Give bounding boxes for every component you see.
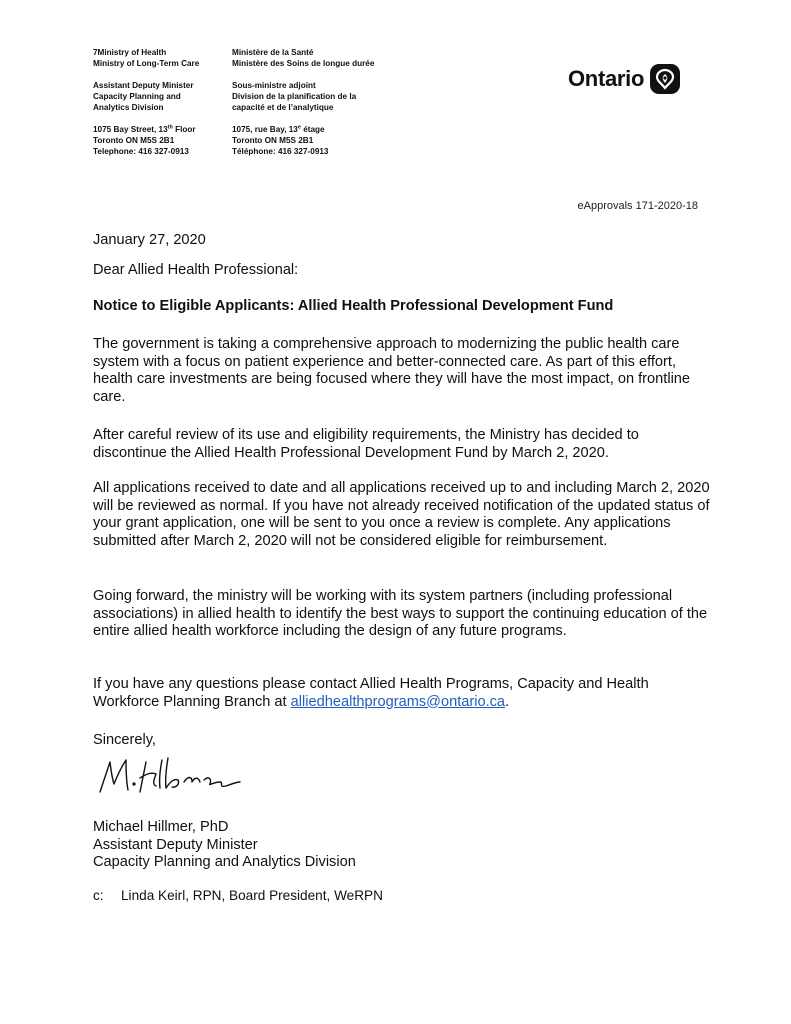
- ministry-name: Ministère des Soins de longue durée: [232, 59, 375, 68]
- ontario-trillium-icon: [650, 64, 680, 94]
- ministry-name: Ministère de la Santé: [232, 48, 314, 57]
- paragraph: After careful review of its use and eligibility requirements, the Ministry has decided to discontinue the Allied Health Professional Development Fund by March 2, 2020.: [93, 427, 639, 461]
- office-block-fr: [232, 80, 374, 113]
- office-line: Analytics Division: [93, 103, 164, 112]
- telephone: Téléphone: 416 327-0913: [232, 147, 329, 156]
- city-postal: Toronto ON M5S 2B1: [93, 136, 175, 145]
- office-line: Division de la planification de la: [232, 92, 357, 101]
- carbon-copy: [93, 888, 383, 903]
- city-postal: Toronto ON M5S 2B1: [232, 136, 314, 145]
- cc-recipient: Linda Keirl, RPN, Board President, WeRPN: [121, 888, 383, 903]
- office-line: Assistant Deputy Minister: [93, 81, 194, 90]
- street-address: 1075 Bay Street, 13th Floor: [93, 124, 196, 134]
- signer-block: [93, 819, 713, 872]
- ministry-name: Ministry of Long-Term Care: [93, 59, 200, 68]
- letter-date: January 27, 2020: [93, 232, 206, 248]
- letterhead-french: [232, 47, 374, 157]
- logo-wordmark: Ontario: [568, 66, 645, 91]
- contact-paragraph: If you have any questions please contact Allied Health Programs, Capacity and Health Workforce Planning Branch at alliedhealthprograms@ontario.ca.: [93, 676, 649, 710]
- office-line: Capacity Planning and: [93, 92, 181, 101]
- address-block-en: [93, 124, 199, 157]
- paragraph: Going forward, the ministry will be working with its system partners (including professional associations) in allied health to identify the best ways to support the continuing education of the entire allied health workforce including the design of any future programs.: [93, 588, 708, 640]
- salutation: Dear Allied Health Professional:: [93, 262, 299, 278]
- letterhead-english: [93, 47, 199, 157]
- ontario-logo: [568, 62, 680, 96]
- handwritten-signature: [96, 752, 256, 800]
- closing: Sincerely,: [93, 732, 156, 748]
- street-address: 1075, rue Bay, 13e étage: [232, 124, 325, 134]
- address-block-fr: [232, 124, 374, 157]
- telephone: Telephone: 416 327-0913: [93, 147, 189, 156]
- reference-number: eApprovals 171-2020-18: [577, 200, 698, 212]
- signer-division: Capacity Planning and Analytics Division: [93, 854, 356, 871]
- ministry-name: 7Ministry of Health: [93, 48, 167, 57]
- office-line: Sous-ministre adjoint: [232, 81, 316, 90]
- ministry-block-en: [93, 47, 199, 69]
- cc-label: c:: [93, 888, 104, 903]
- ministry-block-fr: [232, 47, 374, 69]
- paragraph: The government is taking a comprehensive approach to modernizing the public health care system with a focus on patient experience and better-connected care. As part of this effort, health care investments are being focused where they will have the most impact, on frontline care.: [93, 336, 691, 405]
- signer-name: Michael Hillmer, PhD: [93, 819, 229, 835]
- contact-email-link[interactable]: alliedhealthprograms@ontario.ca: [290, 693, 506, 710]
- subject-line: Notice to Eligible Applicants: Allied Health Professional Development Fund: [93, 298, 614, 314]
- paragraph: All applications received to date and all applications received up to and including March 2, 2020 will be reviewed as normal. If you have not already received notification of the updated status of your grant application, one will be sent to you once a review is complete. Any applications submitted after March 2, 2020 will not be considered eligible for reimbursement.: [93, 480, 710, 549]
- office-block-en: [93, 80, 199, 113]
- signer-title: Assistant Deputy Minister: [93, 836, 258, 853]
- office-line: capacité et de l’analytique: [232, 103, 334, 112]
